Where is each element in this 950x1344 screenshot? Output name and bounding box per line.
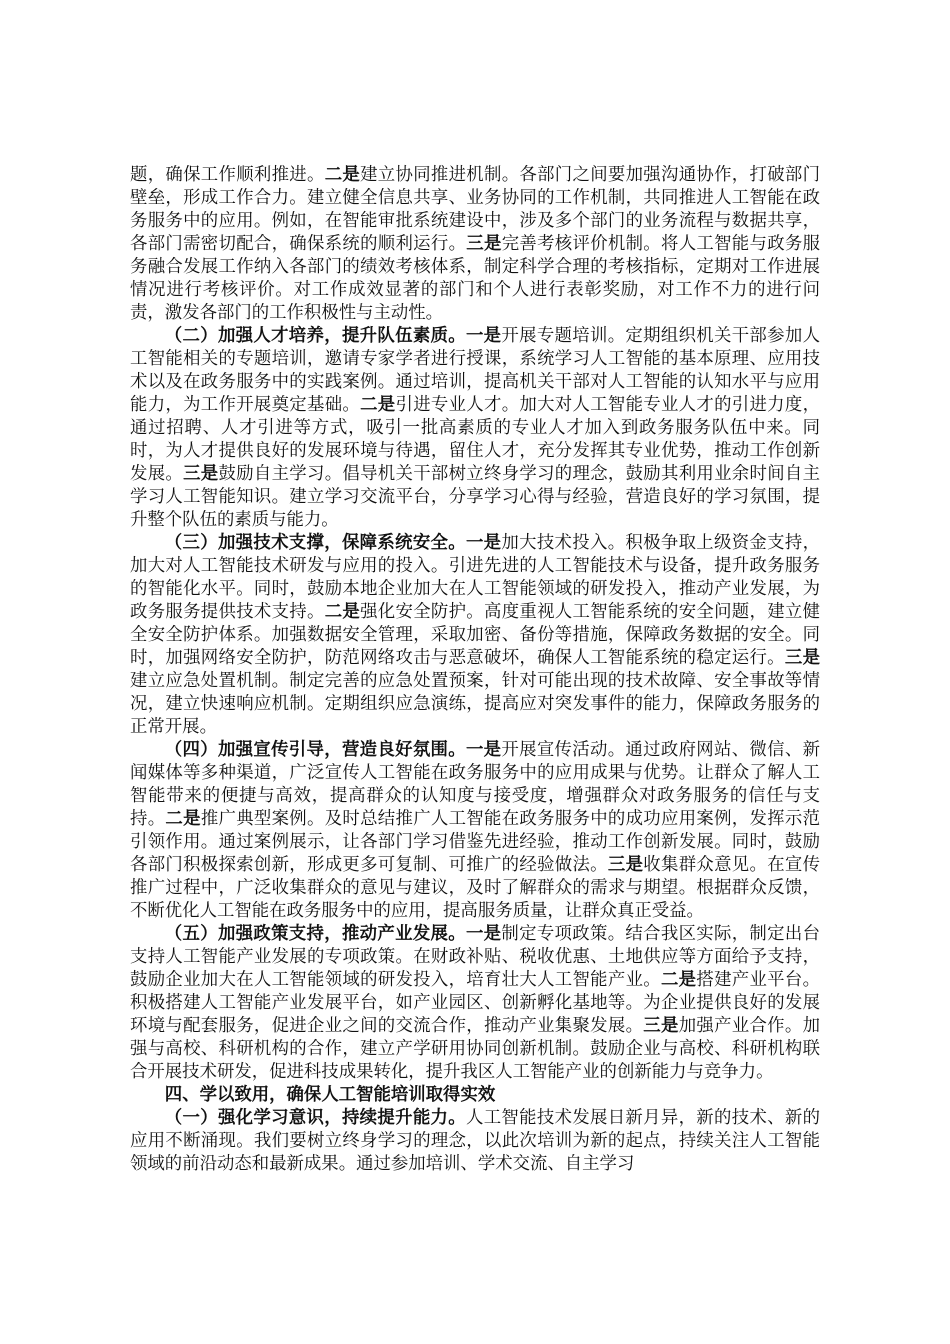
bold-text-run: 二是 [324,165,361,185]
paragraph [130,1107,820,1176]
paragraph [130,923,820,1084]
text-run: 推广典型案例。及时总结推广人工智能在政务服务中的成功应用案例，发挥示范引领作用。通过案例展示，让各部门学习借鉴先进经验，推动工作创新发展。同时，鼓励各部门积极探索创新，形成更多可复制、可推广的经验做法。 [130,809,820,875]
bold-text-run: 二是 [324,602,361,622]
bold-text-run: （一）强化学习意识，持续提升能力。 [164,1108,466,1128]
bold-text-run: （五）加强政策支持，推动产业发展。 [164,924,466,944]
bold-text-run: （二）加强人才培养，提升队伍素质。 [164,326,466,346]
bold-text-run: 三是 [643,1016,679,1036]
text-run: 收集群众意见。在宣传推广过程中，广泛收集群众的意见与建议，及时了解群众的需求与期望。根据群众反馈，不断优化人工智能在政务服务中的应用，提高服务质量，让群众真正受益。 [130,855,820,921]
text-run: 建立应急处置机制。制定完善的应急处置预案，针对可能出现的技术故障、安全事故等情况，建立快速响应机制。定期组织应急演练，提高应对突发事件的能力，保障政务服务的正常开展。 [130,671,820,737]
paragraph [130,532,820,739]
paragraph [130,325,820,532]
text-run: 鼓励自主学习。倡导机关干部树立终身学习的理念，鼓励其利用业余时间自主学习人工智能知识。建立学习交流平台，分享学习心得与经验，营造良好的学习氛围，提升整个队伍的素质与能力。 [130,464,820,530]
bold-text-run: （三）加强技术支撑，保障系统安全。 [164,533,466,553]
text-run: 题，确保工作顺利推进。 [130,165,325,185]
paragraph [130,164,820,325]
text-run: 开展宣传活动。通过政府网站、微信、新闻媒体等多种渠道，广泛宣传人工智能在政务服务中的应用成果与优势。让群众了解人工智能带来的便捷与高效，提高群众的认知度与接受度，增强群众对政务服务的信任与支持。 [130,740,820,829]
bold-text-run: 二是 [660,970,697,990]
text-run: 完善考核评价机制。将人工智能与政务服务融合发展工作纳入各部门的绩效考核体系，制定科学合理的考核指标，定期对工作进展情况进行考核评价。对工作成效显著的部门和个人进行表彰奖励，对工作不力的进行问责，激发各部门的工作积极性与主动性。 [130,234,820,323]
text-run: 建立协同推进机制。各部门之间要加强沟通协作，打破部门壁垒，形成工作合力。建立健全信息共享、业务协同的工作机制，共同推进人工智能在政务服务中的应用。例如，在智能审批系统建设中，涉及多个部门的业务流程与数据共享，各部门需密切配合，确保系统的顺利运行。 [130,165,820,254]
paragraph [130,1084,820,1107]
text-run: 强化安全防护。高度重视人工智能系统的安全问题，建立健全安全防护体系。加强数据安全管理，采取加密、备份等措施，保障政务数据的安全。同时，加强网络安全防护，防范网络攻击与恶意破坏，确保人工智能系统的稳定运行。 [130,602,820,668]
bold-text-run: 一是 [465,326,502,346]
bold-text-run: 二是 [360,395,396,415]
document-body [130,164,820,1176]
paragraph [130,739,820,923]
bold-text-run: 一是 [465,533,502,553]
bold-text-run: 四、学以致用，确保人工智能培训取得实效 [164,1085,496,1105]
bold-text-run: 一是 [465,740,502,760]
text-run: 搭建产业平台。积极搭建人工智能产业发展平台，如产业园区、创新孵化基地等。为企业提供良好的发展环境与配套服务，促进企业之间的交流合作，推动产业集聚发展。 [130,970,820,1036]
text-run: 加大技术投入。积极争取上级资金支持，加大对人工智能技术研发与应用的投入。引进先进的人工智能技术与设备，提升政务服务的智能化水平。同时，鼓励本地企业加大在人工智能领域的研发投入，推动产业发展，为政务服务提供技术支持。 [130,533,820,622]
bold-text-run: 三是 [607,855,644,875]
bold-text-run: 二是 [165,809,201,829]
text-run: 开展专题培训。定期组织机关干部参加人工智能相关的专题培训，邀请专家学者进行授课，系统学习人工智能的基本原理、应用技术以及在政务服务中的实践案例。通过培训，提高机关干部对人工智能的认知水平与应用能力，为工作开展奠定基础。 [130,326,820,415]
text-run: 加强产业合作。加强与高校、科研机构的合作，建立产学研用协同创新机制。鼓励企业与高校、科研机构联合开展技术研发，促进科技成果转化，提升我区人工智能产业的创新能力与竞争力。 [130,1016,820,1082]
text-run: 引进专业人才。加大对人工智能专业人才的引进力度，通过招聘、人才引进等方式，吸引一批高素质的专业人才加入到政务服务队伍中来。同时，为人才提供良好的发展环境与待遇，留住人才，充分发挥其专业优势，推动工作创新发展。 [130,395,820,484]
bold-text-run: 三是 [183,464,219,484]
bold-text-run: （四）加强宣传引导，营造良好氛围。 [164,740,466,760]
bold-text-run: 一是 [465,924,502,944]
text-run: 制定专项政策。结合我区实际，制定出台支持人工智能产业发展的专项政策。在财政补贴、税收优惠、土地供应等方面给予支持，鼓励企业加大在人工智能领域的研发投入，培育壮大人工智能产业。 [130,924,820,990]
text-run: 人工智能技术发展日新月异，新的技术、新的应用不断涌现。我们要树立终身学习的理念，以此次培训为新的起点，持续关注人工智能领域的前沿动态和最新成果。通过参加培训、学术交流、自主学习 [130,1108,820,1174]
bold-text-run: 三是 [466,234,502,254]
bold-text-run: 三是 [784,648,820,668]
